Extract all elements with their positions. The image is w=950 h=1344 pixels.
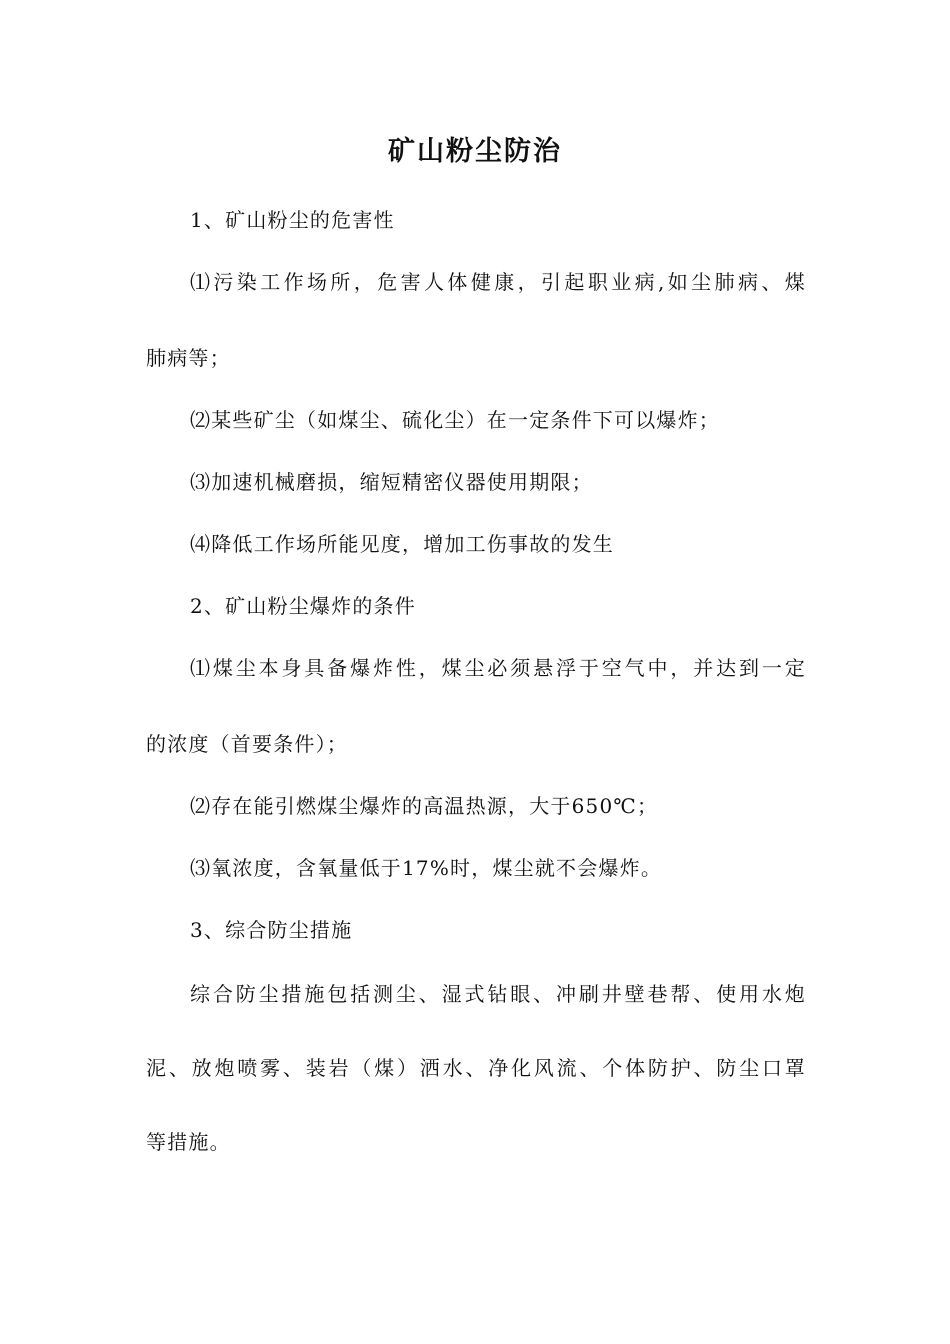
paragraph-line: 等措施。 — [146, 1130, 231, 1154]
paragraph-line: ⑴污染工作场所，危害人体健康，引起职业病,如尘肺病、煤 — [190, 270, 806, 294]
document-title: 矿山粉尘防治 — [388, 136, 562, 167]
paragraph-line: ⑶氧浓度，含氧量低于17%时，煤尘就不会爆炸。 — [190, 856, 663, 880]
paragraph-line: ⑶加速机械磨损，缩短精密仪器使用期限； — [190, 470, 593, 494]
paragraph-line: ⑵存在能引燃煤尘爆炸的高温热源，大于650℃； — [190, 794, 659, 818]
paragraph-line: ⑵某些矿尘（如煤尘、硫化尘）在一定条件下可以爆炸； — [190, 408, 720, 432]
paragraph-line: 肺病等； — [146, 346, 231, 370]
paragraph-line: ⑴煤尘本身具备爆炸性，煤尘必须悬浮于空气中，并达到一定 — [190, 656, 806, 680]
section-heading-2: 2、矿山粉尘爆炸的条件 — [190, 594, 416, 618]
section-heading-1: 1、矿山粉尘的危害性 — [190, 208, 395, 232]
paragraph-line: 综合防尘措施包括测尘、湿式钻眼、冲刷井壁巷帮、使用水炮 — [190, 982, 806, 1006]
paragraph-line: 泥、放炮喷雾、装岩（煤）洒水、净化风流、个体防护、防尘口罩 — [146, 1056, 806, 1080]
section-heading-3: 3、综合防尘措施 — [190, 918, 353, 942]
paragraph-line: ⑷降低工作场所能见度，增加工伤事故的发生 — [190, 532, 614, 556]
paragraph-line: 的浓度（首要条件）； — [146, 732, 348, 756]
